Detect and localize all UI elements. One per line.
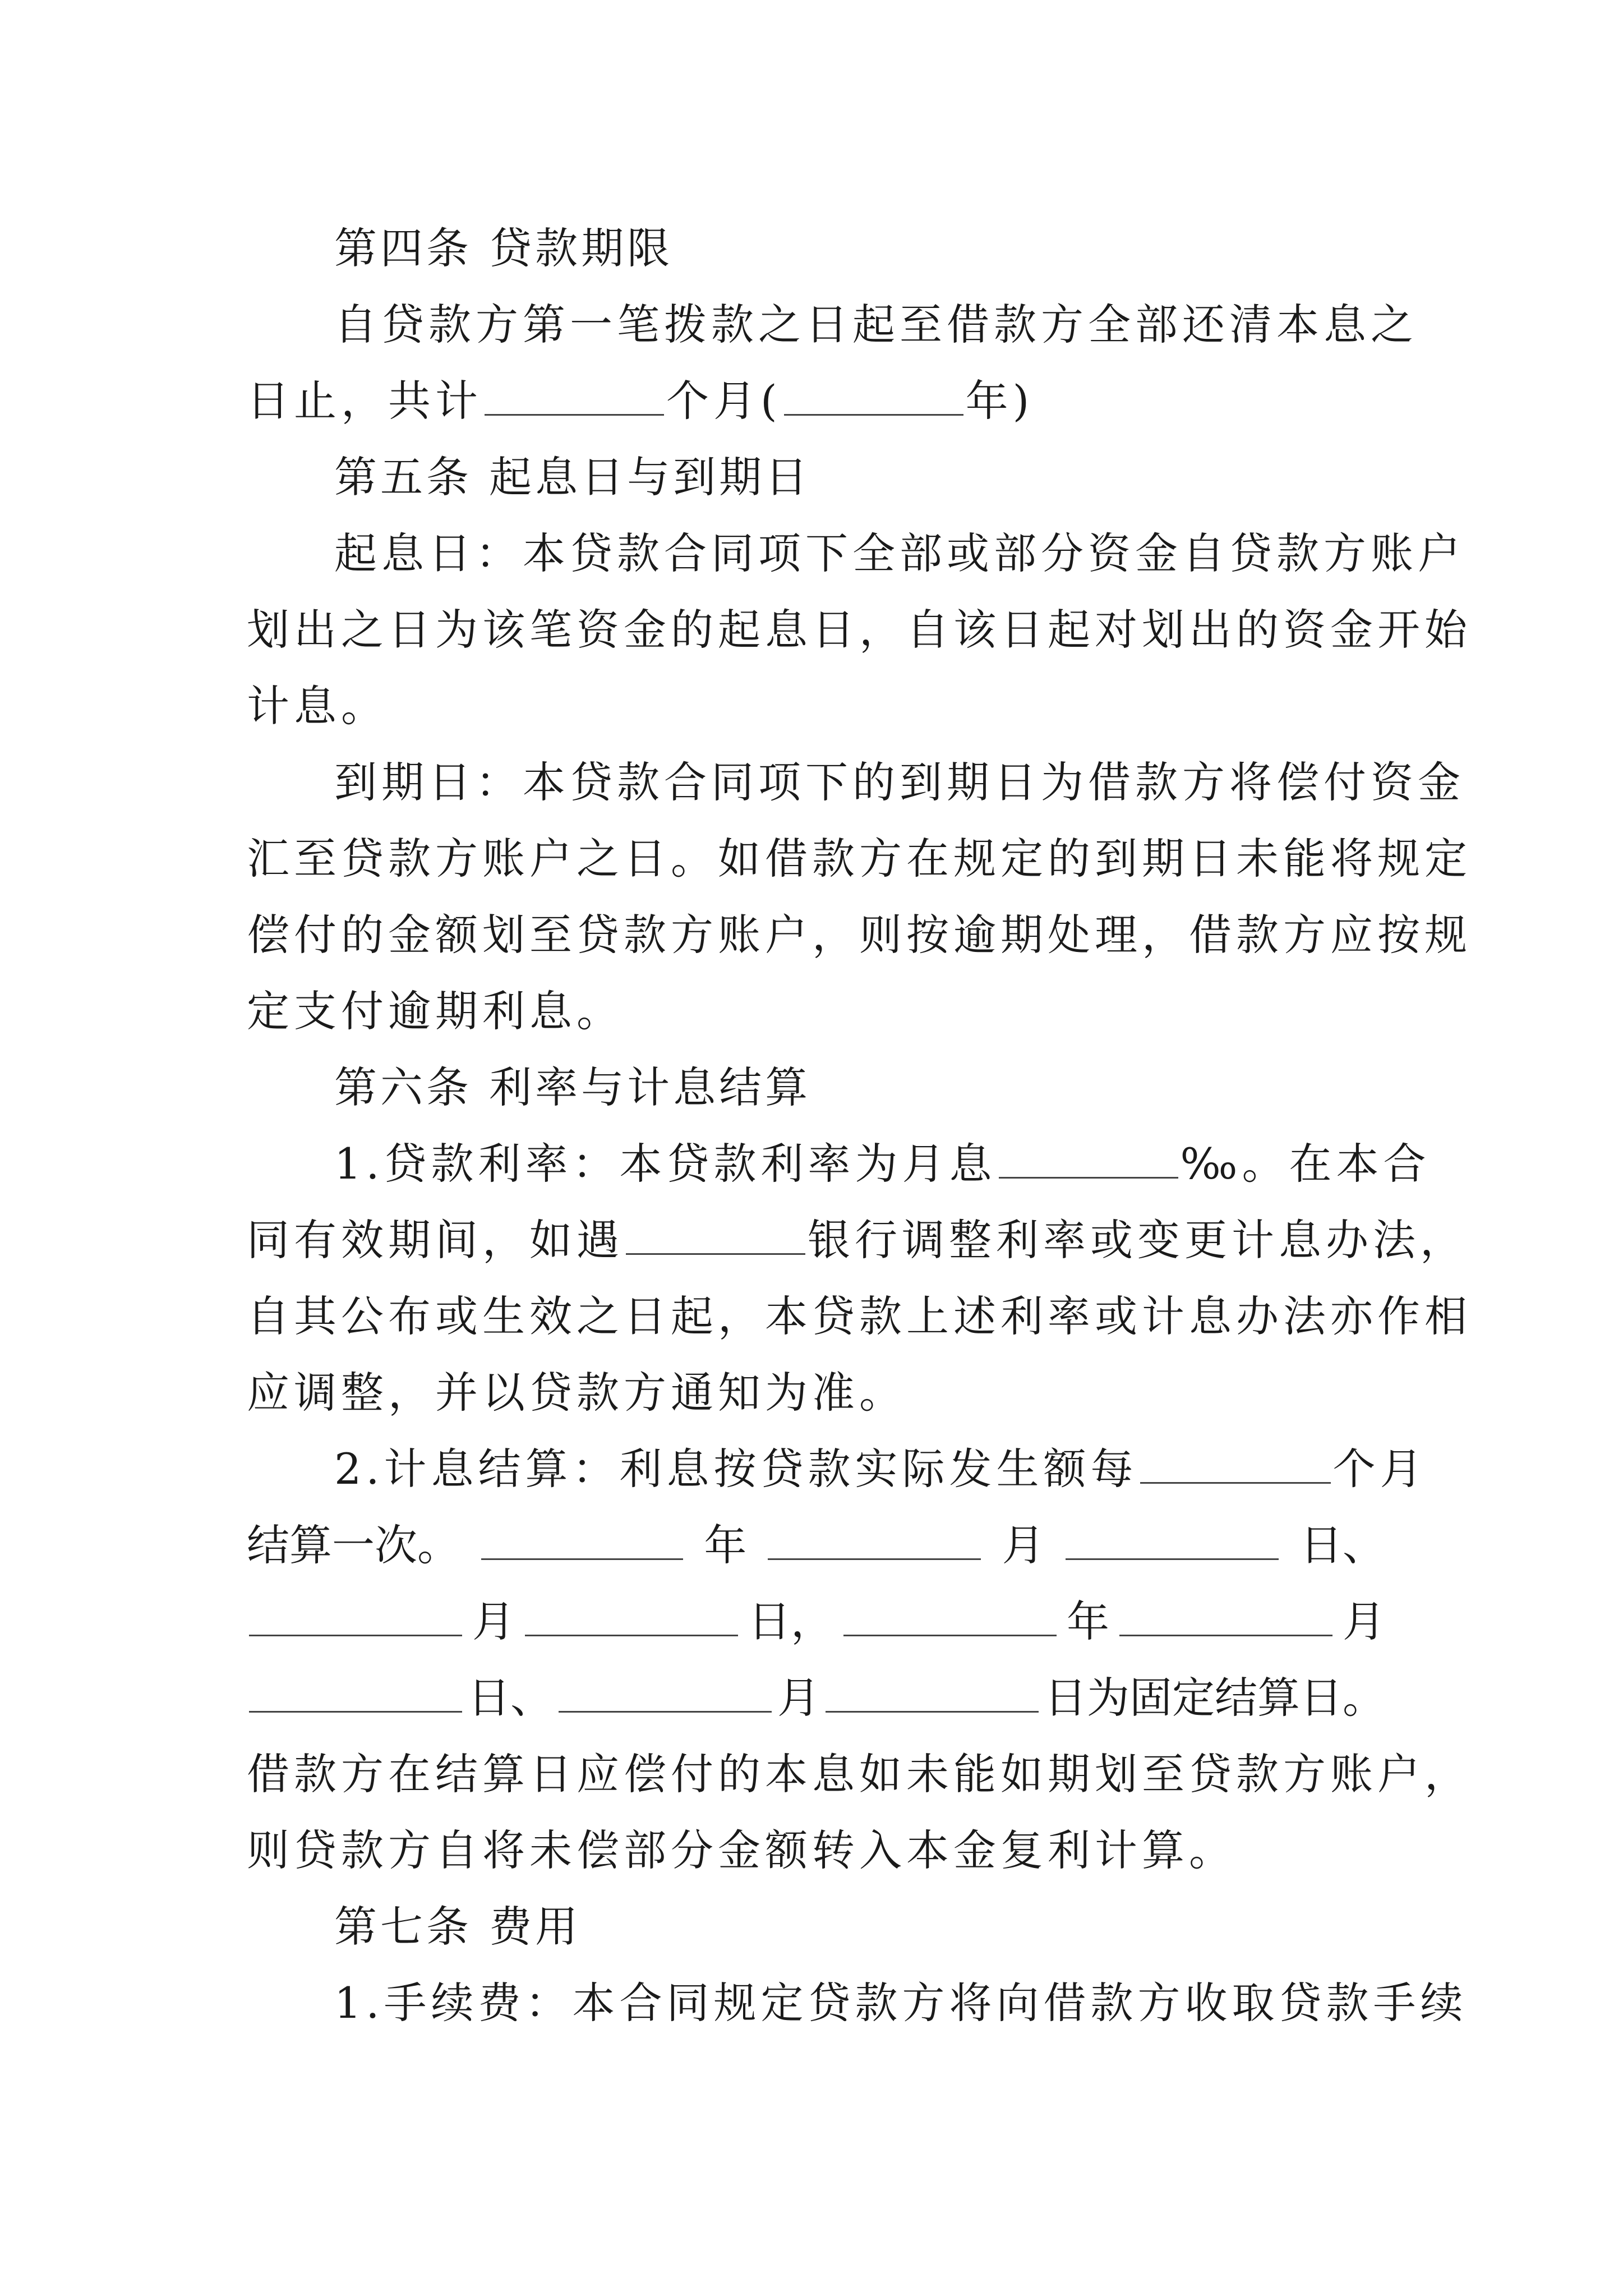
text-fragment: 月: [472, 1596, 515, 1646]
blank-bank-name: [626, 1222, 805, 1255]
blank-date-field: [559, 1680, 772, 1713]
article-6-text-line: 应调整，并以贷款方通知为准。: [247, 1368, 906, 1418]
article-5-text-line: 划出之日为该笔资金的起息日，自该日起对划出的资金开始: [247, 605, 1472, 655]
blank-date-field: [249, 1680, 462, 1713]
blank-months: [485, 383, 664, 416]
blank-date-field: [826, 1680, 1039, 1713]
article-5-text-line: 计息。: [247, 681, 388, 731]
article-5-text-line: 定支付逾期利息。: [247, 986, 624, 1036]
article-6-text-line: 自其公布或生效之日起，本贷款上述利率或计息办法亦作相: [247, 1291, 1472, 1341]
text-fragment: 年: [704, 1520, 747, 1570]
blank-date-field: [1119, 1603, 1332, 1636]
article-4-text-line: 自贷款方第一笔拨款之日起至借款方全部还清本息之: [334, 300, 1418, 349]
text-fragment: 日、: [468, 1673, 553, 1723]
blank-date-field: [768, 1527, 981, 1560]
text-fragment: 月: [1002, 1520, 1045, 1570]
article-5-text-line: 到期日：本贷款合同项下的到期日为借款方将偿付资金: [334, 757, 1465, 807]
blank-date-field: [1066, 1527, 1279, 1560]
text-fragment: ‰。在本合: [1180, 1139, 1431, 1189]
article-5-text-line: 汇至贷款方账户之日。如借款方在规定的到期日未能将规定: [247, 834, 1472, 884]
blank-date-field: [843, 1603, 1057, 1636]
article-6-date-line: [247, 1584, 1385, 1660]
text-fragment: 月: [1343, 1596, 1385, 1646]
text-fragment: 个月(: [666, 376, 782, 426]
article-6-text-line: 则贷款方自将未偿部分金额转入本金复利计算。: [247, 1825, 1236, 1875]
text-fragment: 月: [777, 1673, 820, 1723]
blank-date-field: [481, 1527, 683, 1560]
article-6-text-line: [247, 1202, 1467, 1278]
article-5-text-line: 偿付的金额划至贷款方账户，则按逾期处理，借款方应按规: [247, 910, 1472, 960]
article-6-title: 第六条 利率与计息结算: [334, 1062, 811, 1112]
article-7-text-line: 1.手续费：本合同规定贷款方将向借款方收取贷款手续: [334, 1978, 1468, 2028]
blank-interest-rate: [999, 1145, 1178, 1179]
blank-years: [784, 383, 963, 416]
article-7-title: 第七条 费用: [334, 1902, 582, 1952]
article-4-text-line: [247, 363, 1385, 439]
document-page: [247, 210, 1472, 2041]
blank-settlement-interval: [1140, 1451, 1331, 1484]
article-6-date-line: [247, 1660, 1385, 1736]
text-fragment: 2.计息结算：利息按贷款实际发生额每: [334, 1444, 1138, 1494]
text-fragment: 日止，共计: [247, 376, 482, 426]
article-6-date-line: [247, 1507, 1385, 1584]
article-6-text-line: [247, 1126, 1431, 1202]
text-fragment: 同有效期间，如遇: [247, 1215, 624, 1265]
blank-date-field: [249, 1603, 462, 1636]
text-fragment: 1.贷款利率：本贷款利率为月息: [334, 1139, 997, 1189]
article-6-text-line: [247, 1431, 1427, 1507]
text-fragment: 结算一次。: [247, 1520, 460, 1570]
text-fragment: 日为固定结算日。: [1044, 1673, 1385, 1723]
article-6-text-line: 借款方在结算日应偿付的本息如未能如期划至贷款方账户，: [247, 1749, 1472, 1799]
blank-date-field: [525, 1603, 738, 1636]
article-5-title: 第五条 起息日与到期日: [334, 452, 811, 502]
text-fragment: 日、: [1299, 1520, 1385, 1570]
text-fragment: 年): [965, 376, 1034, 426]
text-fragment: 银行调整利率或变更计息办法，: [808, 1215, 1467, 1265]
text-fragment: 个月: [1332, 1444, 1427, 1494]
text-fragment: 日，: [748, 1596, 833, 1646]
text-fragment: 年: [1067, 1596, 1109, 1646]
article-5-text-line: 起息日：本贷款合同项下全部或部分资金自贷款方账户: [334, 528, 1465, 578]
article-4-title: 第四条 贷款期限: [334, 223, 674, 273]
